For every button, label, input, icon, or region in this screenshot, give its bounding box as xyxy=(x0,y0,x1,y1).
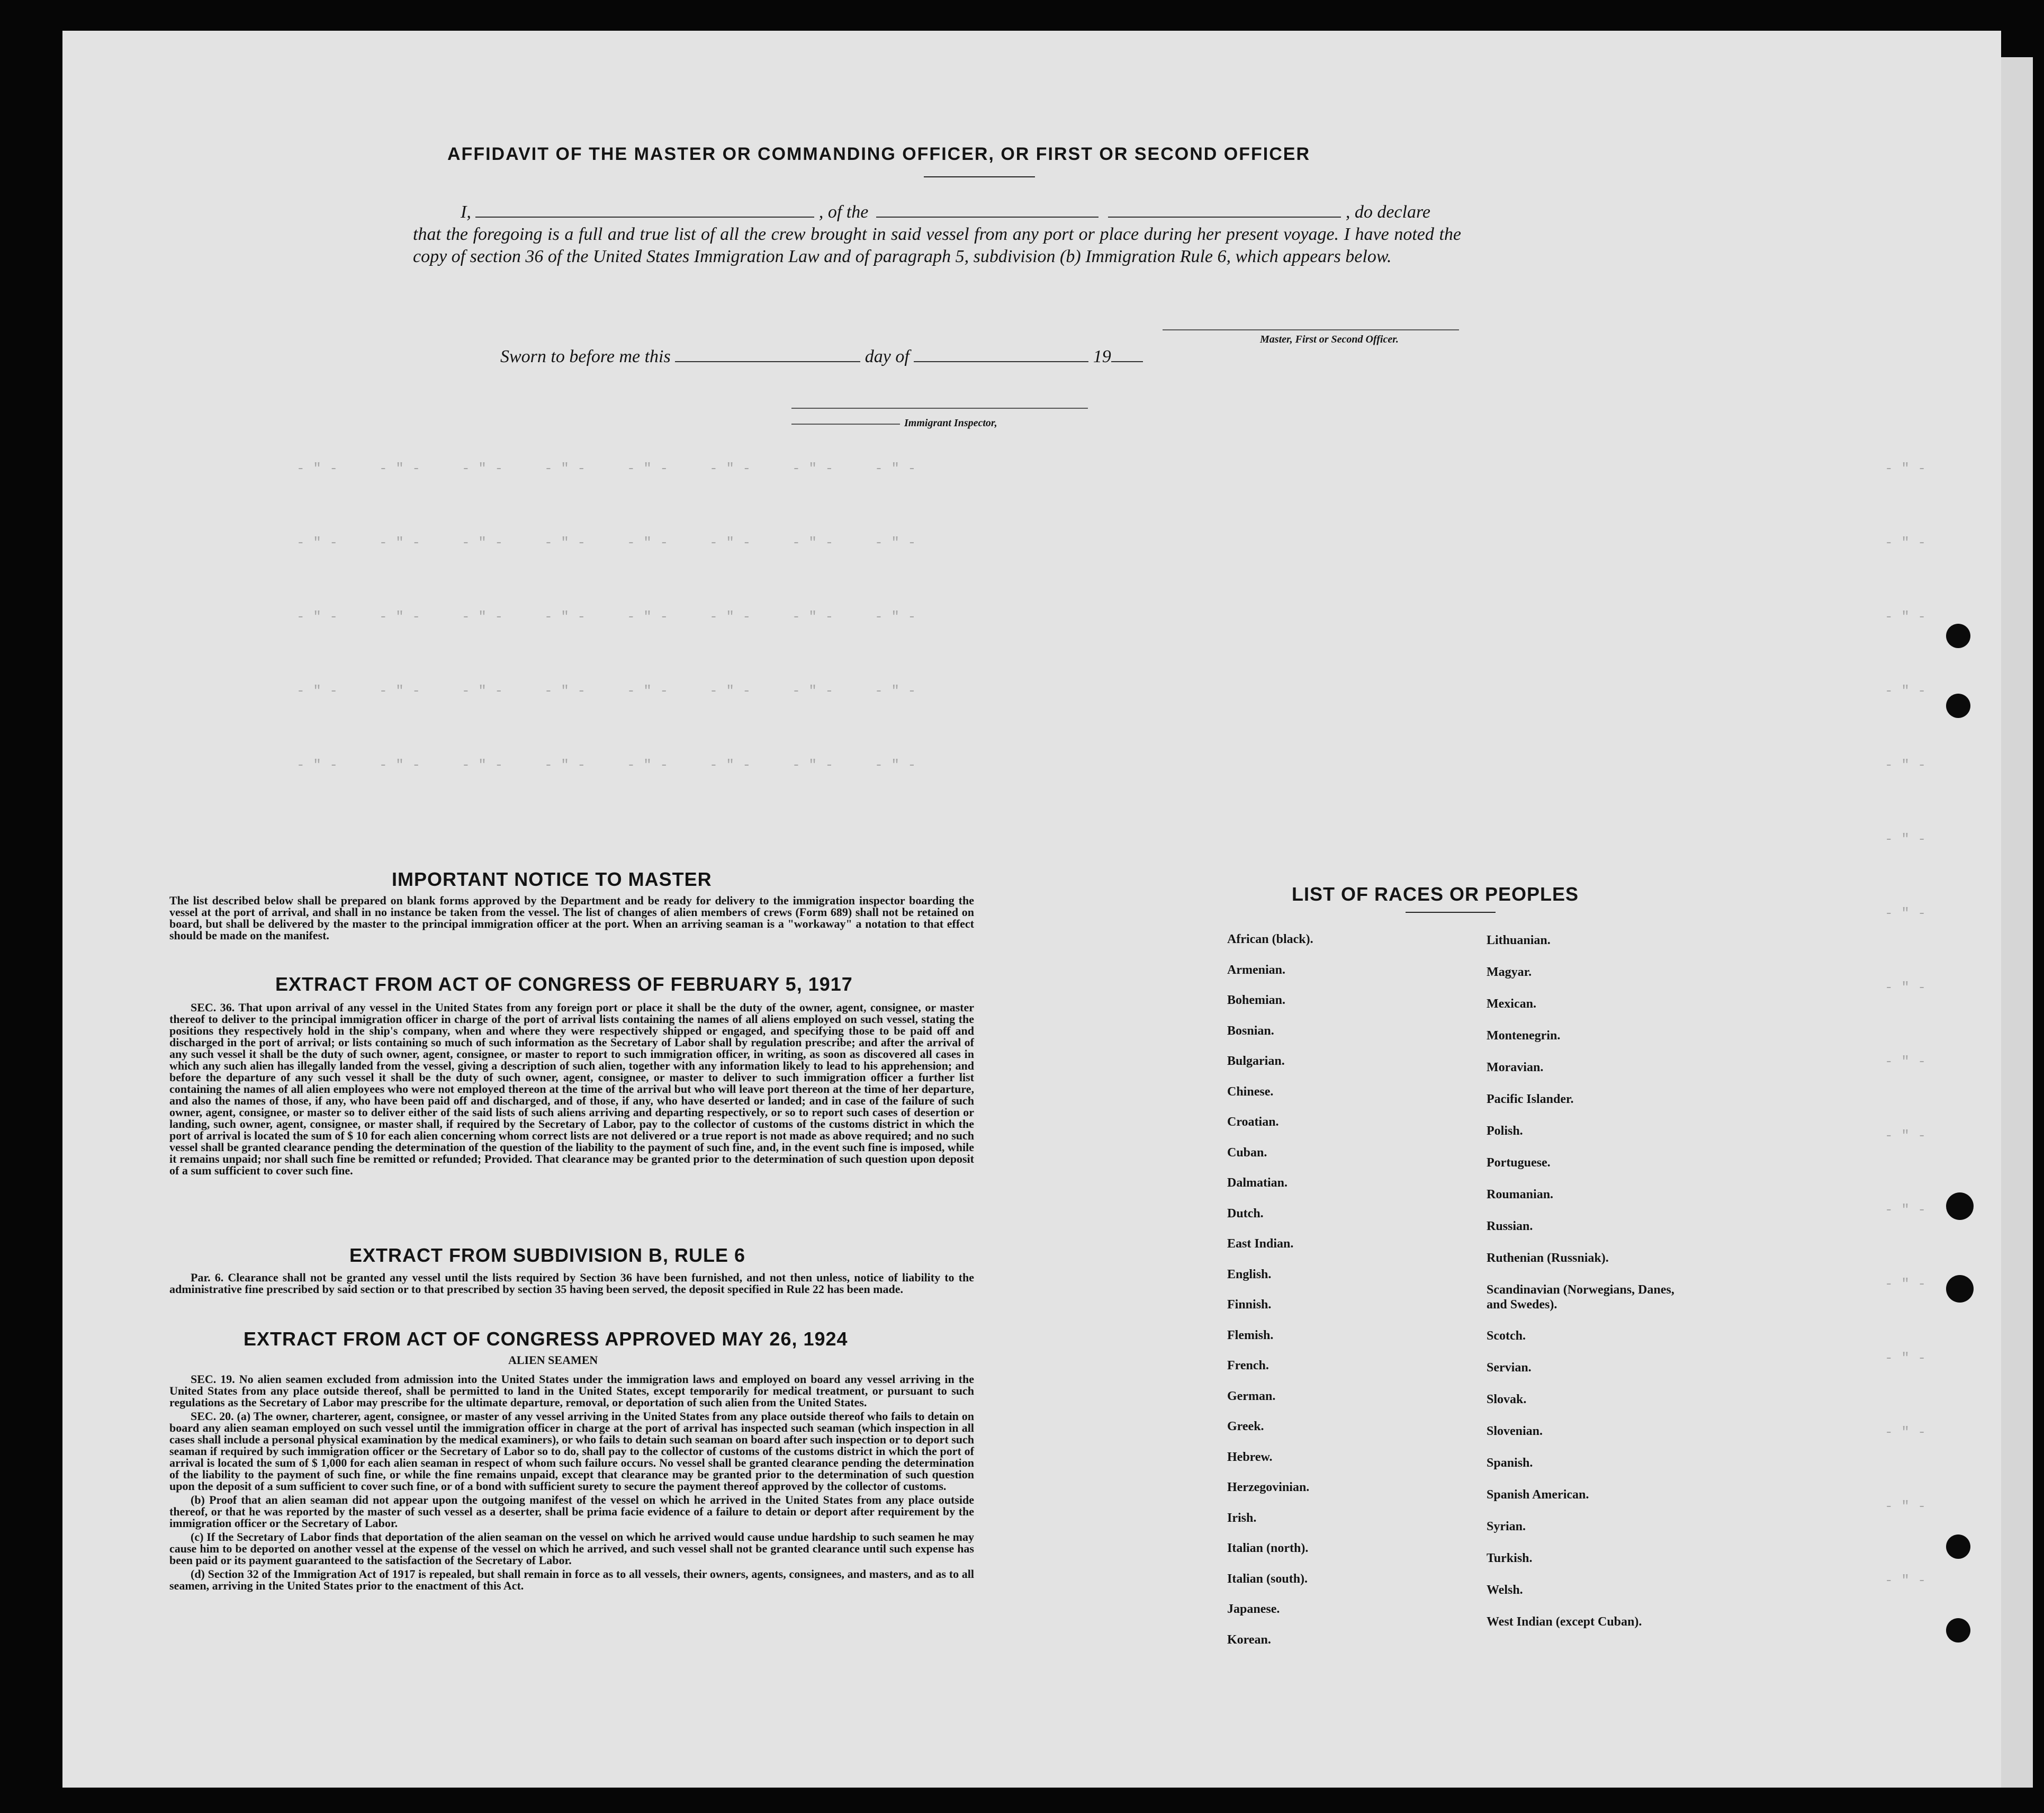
race-item: Bosnian. xyxy=(1227,1024,1274,1038)
race-item: Mexican. xyxy=(1487,997,1536,1011)
extract-rule6-title: EXTRACT FROM SUBDIVISION B, RULE 6 xyxy=(349,1244,746,1266)
declaration-text: that the foregoing is a full and true list of all the crew brought in said vessel from any port or place during her present voyage. I have noted the copy of section 36 of the United States Immigration Law and of paragraph 5, subdivision (b) Immigration Rule 6, which appears below. xyxy=(413,225,1461,266)
year-prefix: 19 xyxy=(1093,347,1111,366)
declarant-name-field[interactable] xyxy=(475,217,814,218)
affidavit-title: AFFIDAVIT OF THE MASTER OR COMMANDING OFFICER, OR FIRST OR SECOND OFFICER xyxy=(447,144,1310,164)
race-item: Finnish. xyxy=(1227,1298,1272,1312)
race-item: Slovenian. xyxy=(1487,1424,1543,1438)
race-item: Turkish. xyxy=(1487,1551,1533,1565)
declaration-block xyxy=(413,201,1461,268)
inspector-label: Immigrant Inspector, xyxy=(904,417,997,429)
race-item: Hebrew. xyxy=(1227,1450,1273,1464)
race-item: Russian. xyxy=(1487,1219,1533,1233)
race-item: Korean. xyxy=(1227,1632,1271,1647)
binder-hole xyxy=(1946,1275,1974,1303)
race-item: Pacific Islander. xyxy=(1487,1092,1574,1106)
race-item: Cuban. xyxy=(1227,1145,1267,1160)
race-item: African (black). xyxy=(1227,932,1313,946)
race-item: Flemish. xyxy=(1227,1328,1274,1342)
notice-title: IMPORTANT NOTICE TO MASTER xyxy=(392,868,712,890)
sworn-line xyxy=(500,347,1143,367)
race-item: Armenian. xyxy=(1227,963,1285,977)
inspector-signature-line[interactable] xyxy=(791,408,1088,409)
race-item: Roumanian. xyxy=(1487,1188,1554,1201)
inspector-prefix-line xyxy=(791,424,900,425)
race-item: Lithuanian. xyxy=(1487,934,1551,947)
section-20c-text: (c) If the Secretary of Labor finds that deportation of the alien seaman on the vessel on which he arrived would cause undue hardship to such seamen he may cause him to be deported on another vessel at the expense of the vessel on which he arrived, and such vessel shall not be granted clearance until such expense has been paid or its payment guaranteed to the satisfaction of the Secretary of Labor. xyxy=(169,1530,974,1567)
race-item: Japanese. xyxy=(1227,1602,1280,1616)
race-item: Bulgarian. xyxy=(1227,1054,1285,1068)
section-19-text: SEC. 19. No alien seamen excluded from admission into the United States under the immigration laws and employed on board any vessel arriving in the United States from any place outside thereof, shall be permitted to land in the United States, except temporarily for medical treatment, or pursuant to such regulations as the Secretary of Labor may prescribe for the ultimate departure, removal, or deportation of such alien from the United States. xyxy=(169,1372,974,1409)
race-item: Herzegovinian. xyxy=(1227,1480,1310,1494)
race-item: Italian (south). xyxy=(1227,1572,1308,1586)
master-signature-label: Master, First or Second Officer. xyxy=(1260,334,1399,345)
notice-text: The list described below shall be prepared on blank forms approved by the Department and be ready for delivery to the immigration inspector boarding the vessel at the port of arrival, and shall in no instance be taken from the vessel. The list of changes of alien members of crews (Form 689) shall not be retained on board, but shall be delivered by the master to the principal immigration officer at the port. When an arriving seaman is a "workaway" a notation to that effect should be made on the manifest. xyxy=(169,894,974,942)
race-item: Servian. xyxy=(1487,1361,1532,1375)
day-of-label: day of xyxy=(865,347,910,366)
section-20a-text: SEC. 20. (a) The owner, charterer, agent, consignee, or master of any vessel arriving in the United States from any place outside thereof who fails to detain on board any alien seaman employed on such vessel until the immigration officer in charge at the port of arrival has inspected such seaman (which inspection in all cases shall include a personal physical examination by the medical examiners), or who fails to detain such seaman on board after such inspection or to deport such seaman if required by such immigration officer or the Secretary of Labor so to do, shall pay to the collector of customs of the customs district in which the port of arrival is located the sum of $ 1,000 for each alien seaman in respect of whom such failure occurs. No vessel shall be granted clearance pending the determination of the liability to the payment of such fine, or while the fine remains unpaid, except that clearance may be granted prior to the determination of such question upon the deposit of a sum sufficient to cover such fine, or of a bond with sufficient surety to secure the payment thereof approved by the collector of customs. xyxy=(169,1410,974,1493)
race-item: Chinese. xyxy=(1227,1084,1274,1099)
race-item: Bohemian. xyxy=(1227,993,1286,1007)
race-item: Greek. xyxy=(1227,1420,1264,1433)
race-item: Welsh. xyxy=(1487,1583,1523,1597)
binder-hole xyxy=(1946,1534,1970,1559)
races-title: LIST OF RACES OR PEOPLES xyxy=(1292,883,1579,905)
master-signature-line[interactable] xyxy=(1163,329,1459,330)
extract-1924-subtitle: ALIEN SEAMEN xyxy=(508,1353,598,1367)
of-the-label: , of the xyxy=(818,202,869,222)
binder-hole xyxy=(1946,694,1970,718)
extract-1924-title: EXTRACT FROM ACT OF CONGRESS APPROVED MAY 26, 1924 xyxy=(244,1328,848,1350)
vessel-name-field[interactable] xyxy=(876,217,1098,218)
race-item: Scotch. xyxy=(1487,1329,1526,1343)
binder-hole xyxy=(1946,1192,1974,1220)
race-item: English. xyxy=(1227,1267,1272,1281)
sworn-month-field[interactable] xyxy=(914,361,1088,362)
binder-hole xyxy=(1946,624,1970,648)
race-item: Spanish American. xyxy=(1487,1488,1589,1502)
race-item: French. xyxy=(1227,1359,1269,1372)
race-item: Portuguese. xyxy=(1487,1156,1551,1170)
extract-rule6-text: Par. 6. Clearance shall not be granted any vessel until the lists required by Section 36 have been furnished, and not then unless, notice of liability to the administrative fine prescribed by said section or to that prescribed by section 35 having been served, the deposit specified in Rule 22 has been made. xyxy=(169,1271,974,1296)
sworn-label: Sworn to before me this xyxy=(500,347,671,366)
races-title-underline xyxy=(1406,912,1496,913)
race-item: Italian (north). xyxy=(1227,1541,1309,1555)
page-edge xyxy=(2001,57,2033,1788)
binder-hole xyxy=(1946,1618,1970,1643)
extract-1917-title: EXTRACT FROM ACT OF CONGRESS OF FEBRUARY 5, 1917 xyxy=(275,973,853,995)
section-20b-text: (b) Proof that an alien seaman did not appear upon the outgoing manifest of the vessel on which he arrived in the United States from any place outside thereof, or that he was reported by the master of such vessel as a deserter, shall be prima facie evidence of a failure to detain or deport after requirement by the immigration officer or the Secretary of Labor. xyxy=(169,1493,974,1530)
race-item: Irish. xyxy=(1227,1511,1257,1525)
race-item: Moravian. xyxy=(1487,1061,1544,1074)
race-item: German. xyxy=(1227,1389,1276,1403)
race-item: East Indian. xyxy=(1227,1237,1294,1251)
race-item: Scandinavian (Norwegians, Danes, and Swedes). xyxy=(1487,1283,1674,1312)
sworn-year-field[interactable] xyxy=(1111,361,1143,362)
title-underline xyxy=(924,176,1035,177)
race-item: Dalmatian. xyxy=(1227,1176,1287,1190)
vessel-name-field-2[interactable] xyxy=(1108,217,1341,218)
extract-1917-text: SEC. 36. That upon arrival of any vessel in the United States from any foreign port or place it shall be the duty of the owner, agent, consignee, or master thereof to deliver to the principal immigration officer in charge of the port of arrival lists containing the names of all aliens employed on such vessel, stating the positions they respectively hold in the ship's company, when and where they were respectively shipped or engaged, and specifying those to be paid off and discharged in the port of arrival; or lists containing so much of such information as the Secretary of Labor shall by regulation prescribe; and after the arrival of any such vessel it shall be the duty of such owner, agent, consignee, or master to report to such immigration officer, in writing, as soon as discovered all cases in which any such alien has illegally landed from the vessel, giving a description of such alien, together with any information likely to lead to his apprehension; and before the departure of any such vessel it shall be the duty of such owner, agent, consignee, or master to deliver to such immigration officer a further list containing the names of all alien employees who were not employed thereon at the time of the arrival but who will leave port thereon at the time of her departure, and also the names of those, if any, who have been paid off and discharged, and of those, if any, who have deserted or landed; and in case of the failure of such owner, agent, consignee, or master so to deliver either of the said lists of such aliens arriving and departing respectively, or so to report such cases of desertion or landing, such owner, agent, consignee, or master shall, if required by the Secretary of Labor, pay to the collector of customs of the customs district in which the port of arrival is located the sum of $ 10 for each alien concerning whom correct lists are not delivered or a true report is not made as above required; and no such vessel shall be granted clearance pending the determination of the question of the liability to the payment of such fine, and, in the event such fine is imposed, while it remains unpaid; nor shall such fine be remitted or refunded; Provided. That clearance may be granted prior to the determination of such question upon deposit of a sum sufficient to cover such fine. xyxy=(169,1001,974,1177)
do-declare-label: , do declare xyxy=(1345,202,1431,222)
race-item: Slovak. xyxy=(1487,1393,1527,1406)
extract-1924-body xyxy=(169,1374,974,1594)
race-item: Croatian. xyxy=(1227,1115,1279,1129)
race-item: Magyar. xyxy=(1487,965,1532,979)
race-item: Polish. xyxy=(1487,1124,1523,1138)
race-item: Syrian. xyxy=(1487,1520,1526,1533)
race-item: West Indian (except Cuban). xyxy=(1487,1615,1642,1629)
race-item: Dutch. xyxy=(1227,1206,1264,1220)
race-item: Montenegrin. xyxy=(1487,1029,1561,1043)
race-item: Ruthenian (Russniak). xyxy=(1487,1251,1609,1265)
sworn-day-field[interactable] xyxy=(675,361,860,362)
declarant-prefix: I, xyxy=(461,202,471,222)
race-item: Spanish. xyxy=(1487,1456,1533,1470)
section-20d-text: (d) Section 32 of the Immigration Act of 1917 is repealed, but shall remain in force as to all vessels, their owners, agents, consignees, and masters, and as to all seamen, arriving in the United States prior to the enactment of this Act. xyxy=(169,1567,974,1592)
